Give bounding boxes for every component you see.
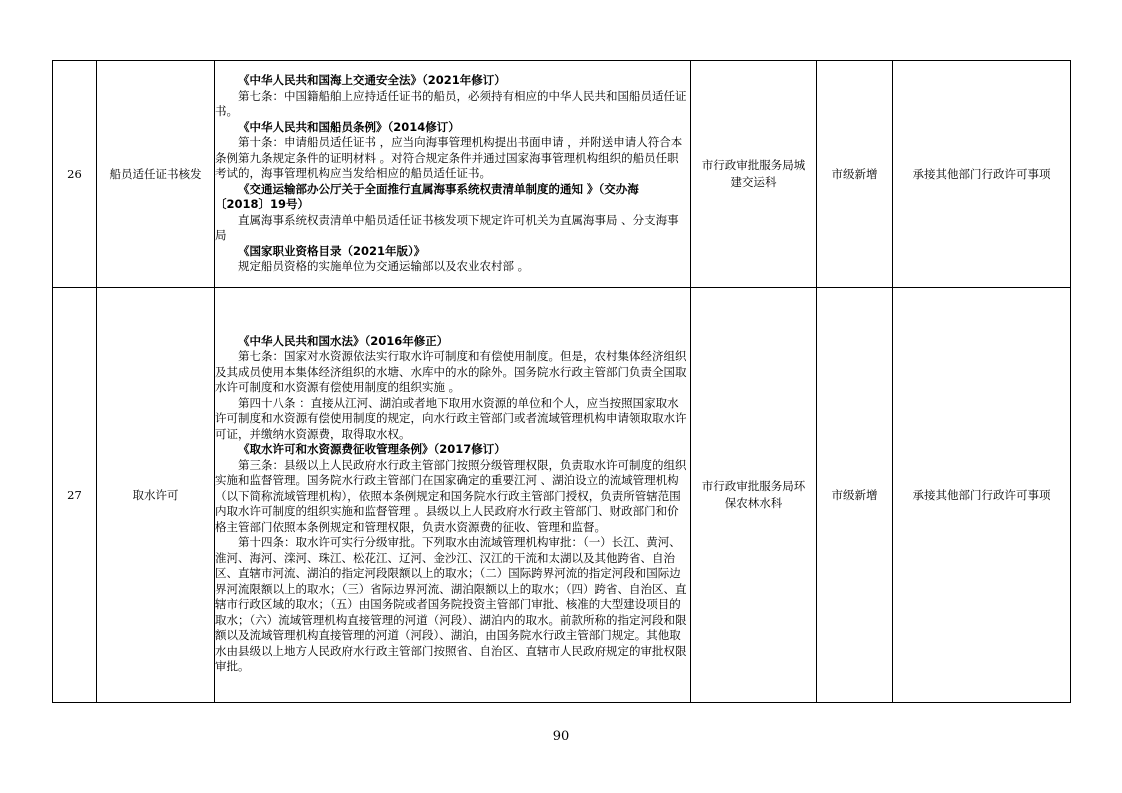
- article-text: 第三条：县级以上人民政府水行政主管部门按照分级管理权限，负责取水许可制度的组织实施和监督管理。国务院水行政主管部门在国家确定的重要江河 、湖泊设立的流域管理机构（以下简称流域管理机构），依照本条例规定和国务院水行政主管部门授权，负责所管辖范围内取水许可制度的组织实施和监督管理 。县级以上人民政府水行政主管部门、财政部门和价格主管部门依照本条例规定和管理权限，负责水资源费的征收、管理和监督。: [215, 457, 687, 534]
- change-type: 市级新增: [817, 61, 893, 288]
- change-type: 市级新增: [817, 288, 893, 703]
- page-number: 90: [552, 729, 570, 744]
- article-text: 第七条：中国籍船舶上应持适任证书的船员，必须持有相应的中华人民共和国船员适任证书。: [215, 88, 687, 119]
- legal-basis: [215, 288, 691, 703]
- responsible-department: [691, 61, 817, 288]
- law-title: 《中华人民共和国海上交通安全法》（2021年修订）: [238, 73, 506, 88]
- remarks: 承接其他部门行政许可事项: [893, 288, 1071, 703]
- article-text: 第四十八条 ：直接从江河、湖泊或者地下取用水资源的单位和个人，应当按照国家取水许可制度和水资源有偿使用制度的规定，向水行政主管部门或者流域管理机构申请领取取水许可证，并缴纳水资源费，取得取水权。: [215, 395, 687, 441]
- law-title: 《国家职业资格目录（2021年版）》: [238, 243, 426, 258]
- law-title: 《中华人民共和国船员条例》（2014修订）: [238, 119, 460, 134]
- law-title: 《交通运输部办公厅关于全面推行直属海事系统权责清单制度的通知 》（交办海: [238, 181, 639, 196]
- article-text: 直属海事系统权责清单中船员适任证书核发项下规定许可机关为直属海事局 、分支海事局: [215, 212, 679, 243]
- item-name: 取水许可: [97, 288, 215, 703]
- article-text: 规定船员资格的实施单位为交通运输部以及农业农村部 。: [238, 259, 530, 274]
- article-text: 第七条：国家对水资源依法实行取水许可制度和有偿使用制度。但是，农村集体经济组织及其成员使用本集体经济组织的水塘、水库中的水的除外。国务院水行政主管部门负责全国取水许可制度和水资源有偿使用制度的组织实施 。: [215, 349, 687, 394]
- article-text: 第十条：申请船员适任证书 ，应当向海事管理机构提出书面申请 ，并附送申请人符合本条例第九条规定条件的证明材料 。对符合规定条件并通过国家海事管理机构组织的船员任职考试的，海事管理机构应当发给相应的船员适任证书。: [215, 135, 683, 181]
- department-text: 市行政审批服务局环保农林水科: [701, 479, 806, 510]
- item-name: 船员适任证书核发: [97, 61, 215, 288]
- law-title-continued: 〔2018〕19号）: [215, 197, 310, 212]
- legal-basis: [215, 61, 691, 288]
- law-title: 《中华人民共和国水法》（2016年修正）: [238, 333, 449, 348]
- table-row: [53, 288, 1071, 703]
- remarks: 承接其他部门行政许可事项: [893, 61, 1071, 288]
- article-text: 第十四条：取水许可实行分级审批。下列取水由流域管理机构审批：（一）长江、黄河、淮河、海河、滦河、珠江、松花江、辽河、金沙江、汉江的干流和太湖以及其他跨省、自治区、直辖市河流、湖泊的指定河段限额以上的取水；（二）国际跨界河流的指定河段和国际边界河流限额以上的取水；（三）省际边界河流、湖泊限额以上的取水；（四）跨省、自治区、直辖市行政区域的取水；（五）由国务院或者国务院投资主管部门审批、核准的大型建设项目的取水；（六）流域管理机构直接管理的河道（河段）、湖泊内的取水。前款所称的指定河段和限额以及流域管理机构直接管理的河道（河段）、湖泊，由国务院水行政主管部门规定。其他取水由县级以上地方人民政府水行政主管部门按照省、自治区、直辖市人民政府规定的审批权限审批。: [215, 535, 687, 673]
- row-number: 26: [53, 61, 97, 288]
- row-number: 27: [53, 288, 97, 703]
- law-title: 《取水许可和水资源费征收管理条例》（2017修订）: [238, 442, 506, 456]
- department-text: 市行政审批服务局城建交运科: [701, 158, 806, 189]
- responsible-department: [691, 288, 817, 703]
- permit-table: [52, 60, 1071, 703]
- table-row: [53, 61, 1071, 288]
